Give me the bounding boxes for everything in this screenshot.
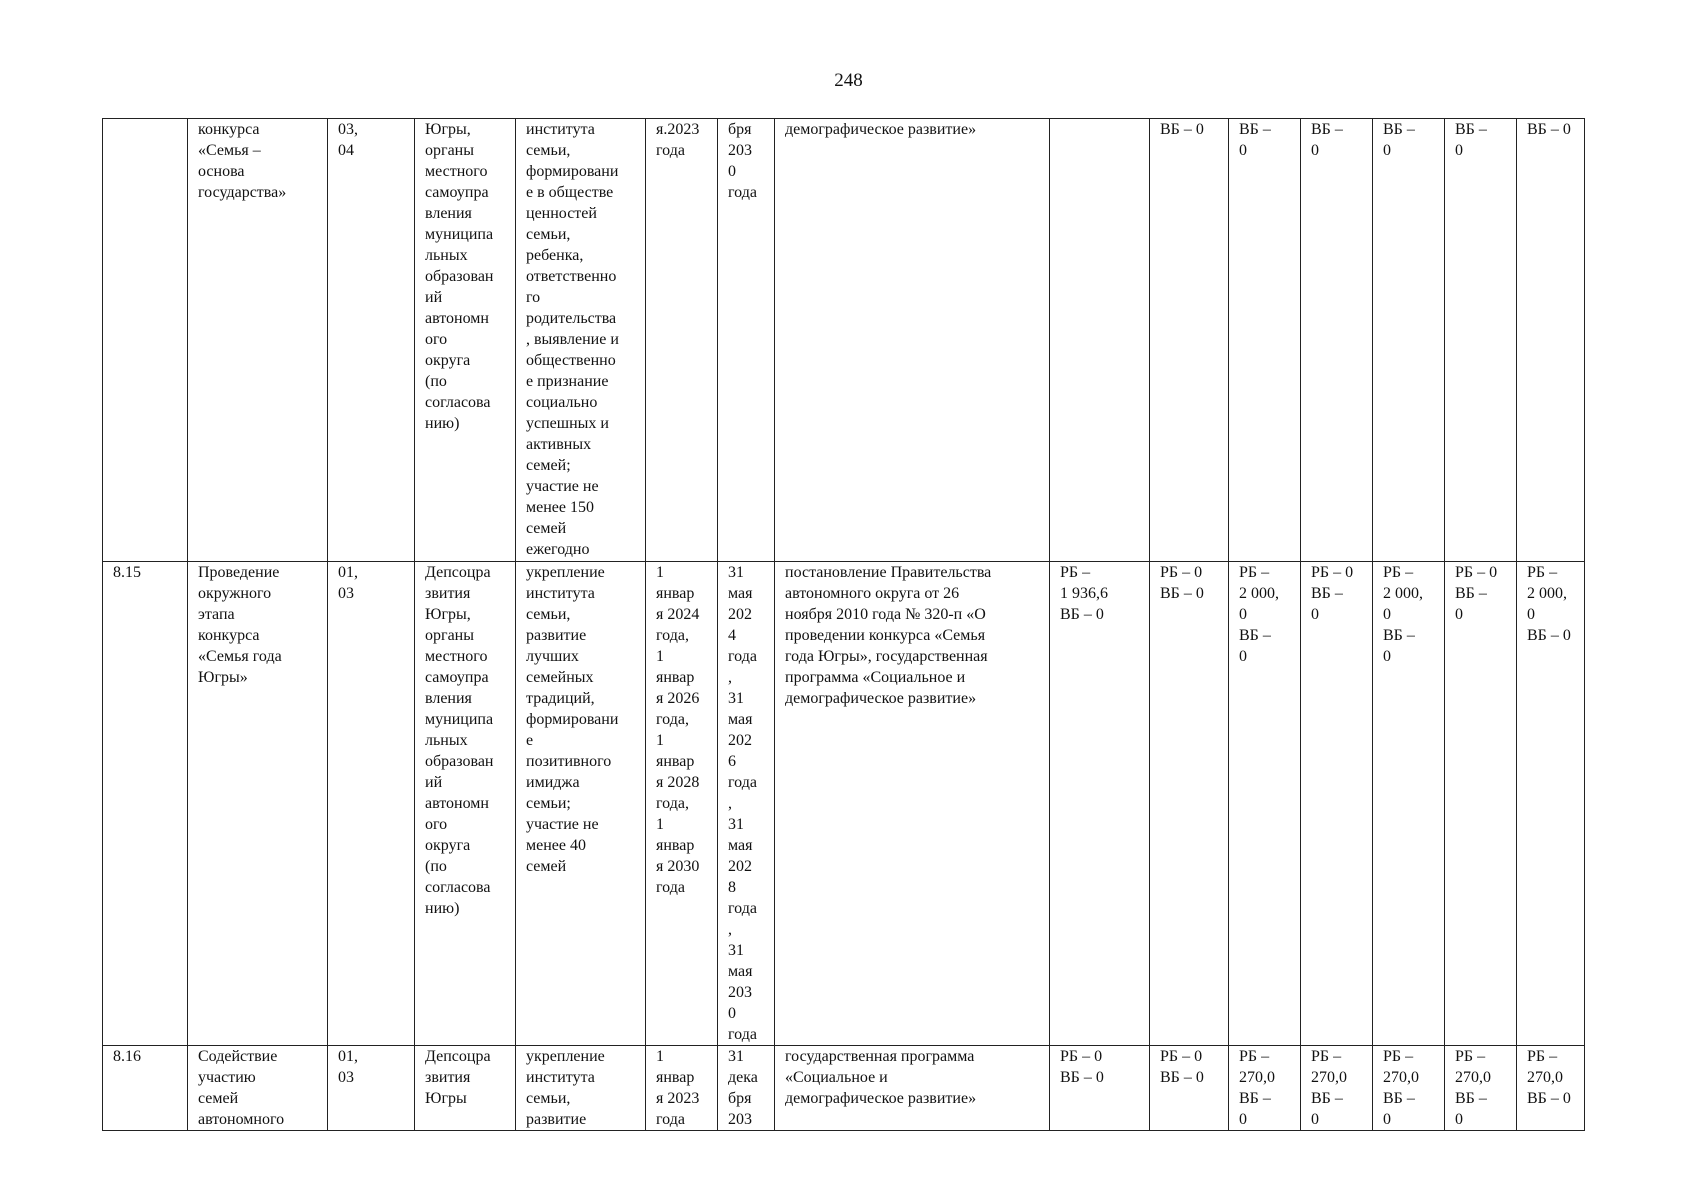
cell-code: 03, 04	[328, 119, 415, 562]
cell-basis: государственная программа «Социальное и демографическое развитие»	[775, 1046, 1050, 1131]
cell-executor: Депсоцра звития Югры, органы местного самоупра вления муниципа льных образован ий автономн ого округа (по согласова нию)	[415, 562, 516, 1046]
cell-funding-6: ВБ – 0	[1445, 119, 1517, 562]
cell-number	[103, 119, 188, 562]
cell-end-date: 31 дека бря 203	[718, 1046, 775, 1131]
cell-result: укрепление института семьи, развитие лучших семейных традиций, формировани е позитивного имиджа семьи; участие не менее 40 семей	[516, 562, 646, 1046]
cell-funding-1: РБ – 1 936,6 ВБ – 0	[1050, 562, 1150, 1046]
cell-funding-6: РБ – 0 ВБ – 0	[1445, 562, 1517, 1046]
cell-event-name: Проведение окружного этапа конкурса «Семья года Югры»	[188, 562, 328, 1046]
table-row	[103, 119, 1585, 562]
cell-basis: постановление Правительства автономного округа от 26 ноября 2010 года № 320-п «О проведении конкурса «Семья года Югры», государственная программа «Социальное и демографическое развитие»	[775, 562, 1050, 1046]
cell-funding-4: РБ – 0 ВБ – 0	[1301, 562, 1373, 1046]
cell-funding-3: РБ – 2 000, 0 ВБ – 0	[1229, 562, 1301, 1046]
cell-code: 01, 03	[328, 1046, 415, 1131]
cell-result: укрепление института семьи, развитие	[516, 1046, 646, 1131]
cell-start-date: я.2023 года	[646, 119, 718, 562]
cell-funding-1: РБ – 0 ВБ – 0	[1050, 1046, 1150, 1131]
cell-funding-3: ВБ – 0	[1229, 119, 1301, 562]
cell-funding-2: ВБ – 0	[1150, 119, 1229, 562]
cell-funding-5: РБ – 2 000, 0 ВБ – 0	[1373, 562, 1445, 1046]
cell-funding-5: РБ – 270,0 ВБ – 0	[1373, 1046, 1445, 1131]
cell-funding-4: ВБ – 0	[1301, 119, 1373, 562]
page-number: 248	[834, 70, 863, 91]
program-table	[102, 118, 1585, 1131]
cell-funding-4: РБ – 270,0 ВБ – 0	[1301, 1046, 1373, 1131]
cell-end-date: 31 мая 202 4 года , 31 мая 202 6 года , 31 мая 202 8 года , 31 мая 203 0 года	[718, 562, 775, 1046]
cell-funding-2: РБ – 0 ВБ – 0	[1150, 562, 1229, 1046]
cell-funding-7: РБ – 2 000, 0 ВБ – 0	[1517, 562, 1585, 1046]
cell-funding-3: РБ – 270,0 ВБ – 0	[1229, 1046, 1301, 1131]
cell-end-date: бря 203 0 года	[718, 119, 775, 562]
cell-funding-7: ВБ – 0	[1517, 119, 1585, 562]
cell-funding-7: РБ – 270,0 ВБ – 0	[1517, 1046, 1585, 1131]
cell-number: 8.15	[103, 562, 188, 1046]
cell-start-date: 1 январ я 2023 года	[646, 1046, 718, 1131]
cell-result: института семьи, формировани е в обществе ценностей семьи, ребенка, ответственно го родительства , выявление и общественно е признание социально успешных и активных семей; участие не менее 150 семей ежегодно	[516, 119, 646, 562]
cell-funding-1	[1050, 119, 1150, 562]
cell-event-name: Содействие участию семей автономного	[188, 1046, 328, 1131]
cell-number: 8.16	[103, 1046, 188, 1131]
cell-start-date: 1 январ я 2024 года, 1 январ я 2026 года, 1 январ я 2028 года, 1 январ я 2030 года	[646, 562, 718, 1046]
table-row	[103, 1046, 1585, 1131]
cell-funding-5: ВБ – 0	[1373, 119, 1445, 562]
cell-funding-2: РБ – 0 ВБ – 0	[1150, 1046, 1229, 1131]
cell-executor: Депсоцра звития Югры	[415, 1046, 516, 1131]
cell-code: 01, 03	[328, 562, 415, 1046]
cell-executor: Югры, органы местного самоупра вления муниципа льных образован ий автономн ого округа (по согласова нию)	[415, 119, 516, 562]
table-row	[103, 562, 1585, 1046]
cell-basis: демографическое развитие»	[775, 119, 1050, 562]
cell-funding-6: РБ – 270,0 ВБ – 0	[1445, 1046, 1517, 1131]
cell-event-name: конкурса «Семья – основа государства»	[188, 119, 328, 562]
